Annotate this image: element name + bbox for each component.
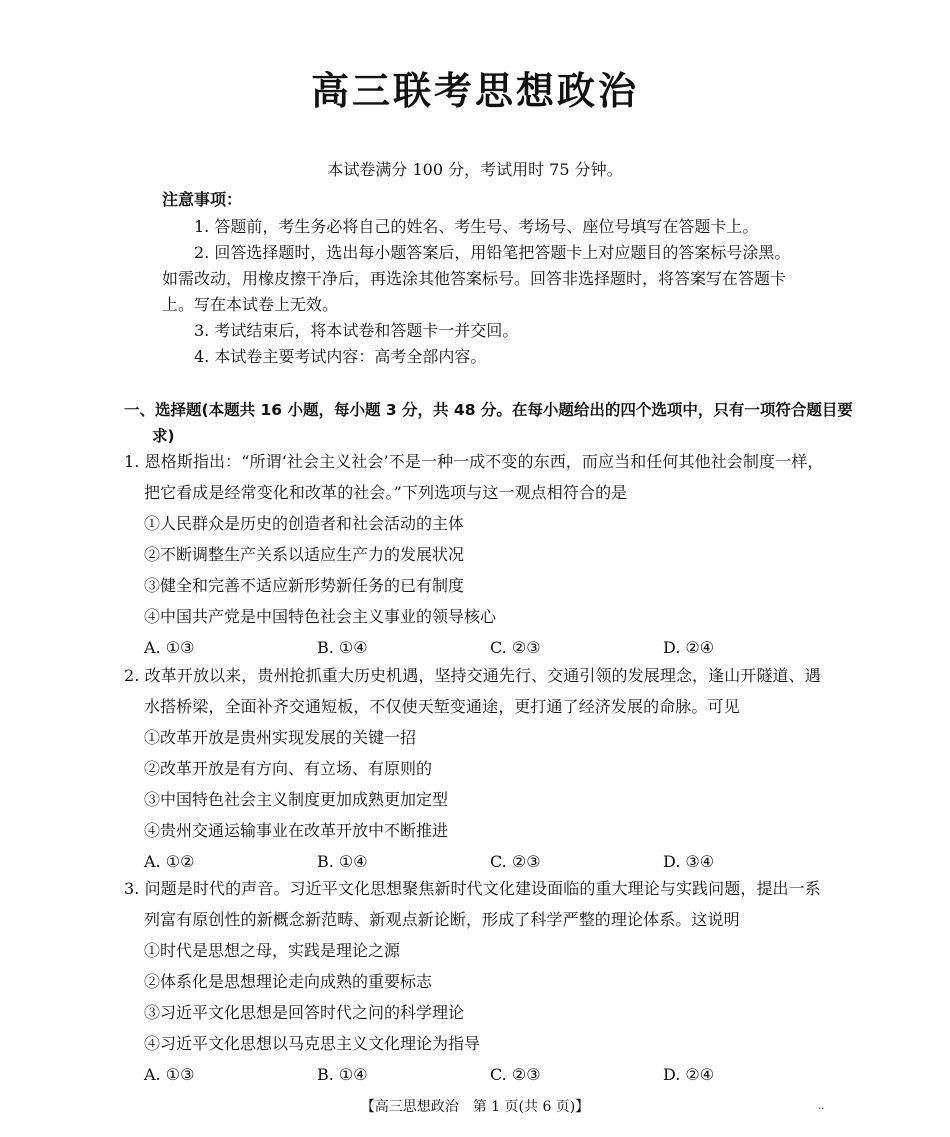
statement-4: ④中国共产党是中国特色社会主义事业的领导核心 <box>144 607 497 626</box>
notice-item-1: 1. 答题前，考生务必将自己的姓名、考生号、考场号、座位号填写在答题卡上。 <box>194 217 759 236</box>
question-stem: 3. 问题是时代的声音。习近平文化思想聚焦新时代文化建设面临的重大理论与实践问题，提出一系列富有原创性的新概念新范畴、新观点新论断，形成了科学严整的理论体系。这说明 <box>124 879 821 929</box>
statement-1: ①人民群众是历史的创造者和社会活动的主体 <box>144 514 465 533</box>
option-a: A. ①③ <box>144 1065 195 1084</box>
option-a: A. ①② <box>144 852 195 871</box>
statement-4: ④贵州交通运输事业在改革开放中不断推进 <box>144 821 449 840</box>
option-d: D. ②④ <box>663 638 715 657</box>
option-a: A. ①③ <box>144 638 195 657</box>
option-b: B. ①④ <box>317 852 368 871</box>
exam-info: 本试卷满分 100 分，考试用时 75 分钟。 <box>327 160 623 179</box>
statement-3: ③健全和完善不适应新形势新任务的已有制度 <box>144 576 465 595</box>
option-b: B. ①④ <box>317 1065 368 1084</box>
option-c: C. ②③ <box>490 638 541 657</box>
notice-heading: 注意事项： <box>162 190 243 209</box>
statement-1: ①时代是思想之母，实践是理论之源 <box>144 941 401 960</box>
page-footer: 【高三思想政治 第 1 页(共 6 页)】 <box>360 1099 590 1115</box>
question-stem: 1. 恩格斯指出：“所谓‘社会主义社会’不是一种一成不变的东西，而应当和任何其他社会制度一样，把它看成是经常变化和改革的社会。”下列选项与这一观点相符合的是 <box>124 452 824 502</box>
section-heading: 一、选择题(本题共 16 小题，每小题 3 分，共 48 分。在每小题给出的四个选项中，只有一项符合题目要求) <box>124 401 853 445</box>
statement-3: ③中国特色社会主义制度更加成熟更加定型 <box>144 790 449 809</box>
statement-1: ①改革开放是贵州实现发展的关键一招 <box>144 728 417 747</box>
notice-item-3: 3. 考试结束后，将本试卷和答题卡一并交回。 <box>194 321 519 340</box>
question-3 <box>124 873 836 1090</box>
option-b: B. ①④ <box>317 638 368 657</box>
statement-2: ②不断调整生产关系以适应生产力的发展状况 <box>144 545 465 564</box>
footer-mark: .. <box>818 1101 825 1112</box>
page-title: 高三联考思想政治 <box>310 69 639 113</box>
answer-options <box>124 1059 836 1090</box>
notice-item-2: 2. 回答选择题时，选出每小题答案后，用铅笔把答题卡上对应题目的答案标号涂黑。如需改动，用橡皮擦干净后，再选涂其他答案标号。回答非选择题时，将答案写在答题卡上。写在本试卷上无效。 <box>162 243 791 314</box>
question-1 <box>124 446 836 663</box>
question-stem: 2. 改革开放以来，贵州抢抓重大历史机遇，坚持交通先行、交通引领的发展理念，逢山开隧道、遇水搭桥梁，全面补齐交通短板，不仅使天堑变通途，更打通了经济发展的命脉。可见 <box>124 666 821 716</box>
answer-options <box>124 632 836 663</box>
option-d: D. ③④ <box>663 852 715 871</box>
option-d: D. ②④ <box>663 1065 715 1084</box>
question-2 <box>124 660 836 877</box>
statement-2: ②改革开放是有方向、有立场、有原则的 <box>144 759 433 778</box>
option-c: C. ②③ <box>490 1065 541 1084</box>
statement-2: ②体系化是思想理论走向成熟的重要标志 <box>144 972 433 991</box>
notice-item-4: 4. 本试卷主要考试内容：高考全部内容。 <box>194 347 487 366</box>
option-c: C. ②③ <box>490 852 541 871</box>
statement-4: ④习近平文化思想以马克思主义文化理论为指导 <box>144 1034 481 1053</box>
statement-3: ③习近平文化思想是回答时代之问的科学理论 <box>144 1003 465 1022</box>
